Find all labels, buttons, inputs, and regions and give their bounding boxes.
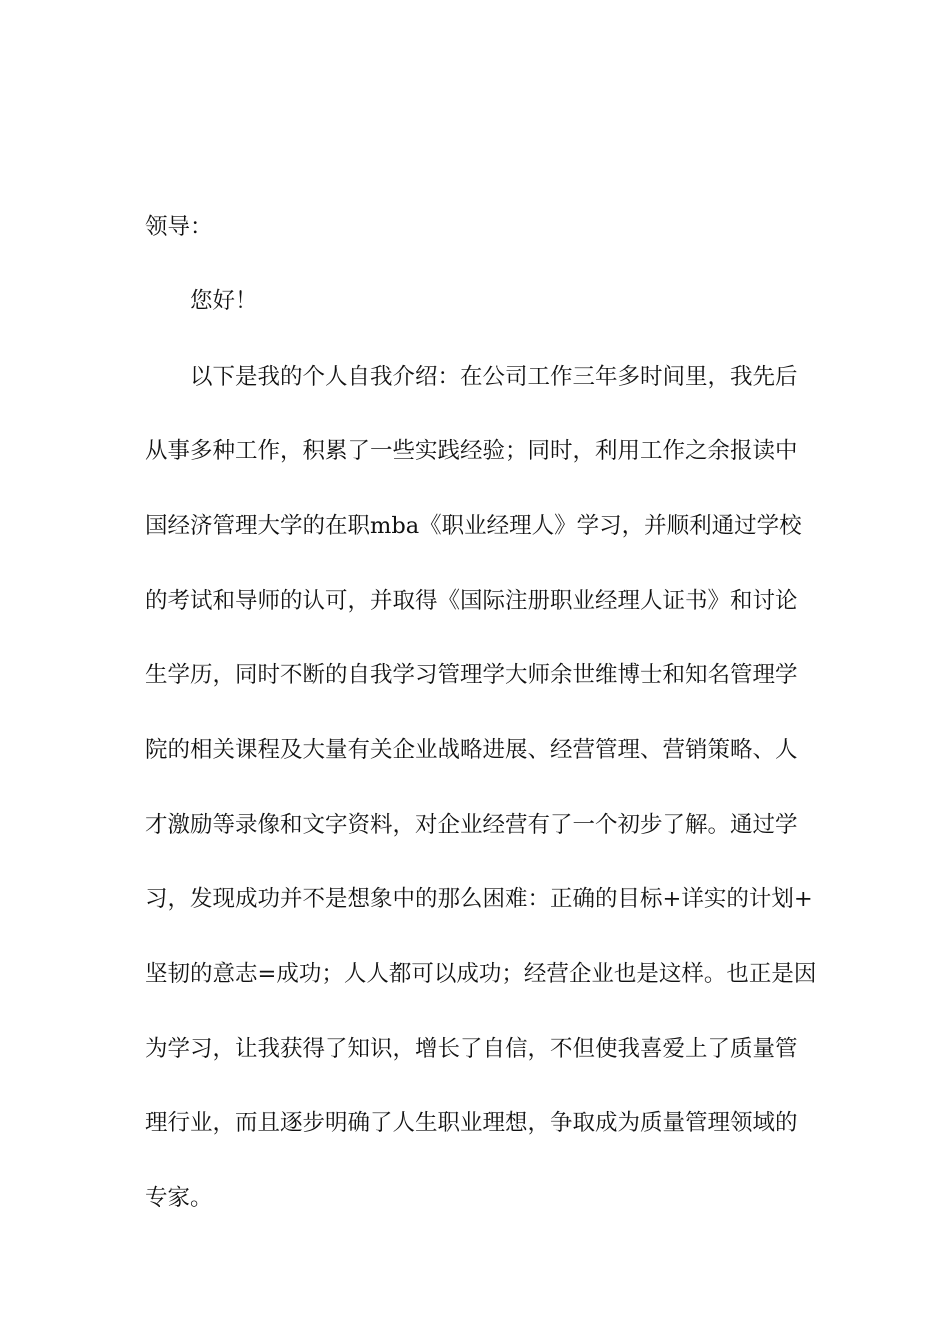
body-line: 国经济管理大学的在职mba《职业经理人》学习，并顺利通过学校 bbox=[145, 513, 802, 539]
body-line: 习，发现成功并不是想象中的那么困难：正确的目标+详实的计划+ bbox=[145, 886, 813, 912]
body-line: 生学历，同时不断的自我学习管理学大师余世维博士和知名管理学 bbox=[145, 662, 798, 688]
body-line: 坚韧的意志=成功；人人都可以成功；经营企业也是这样。也正是因 bbox=[145, 961, 817, 987]
body-line: 院的相关课程及大量有关企业战略进展、经营管理、营销策略、人 bbox=[145, 737, 798, 763]
body-line: 理行业，而且逐步明确了人生职业理想，争取成为质量管理领域的 bbox=[145, 1110, 798, 1136]
body-line: 为学习，让我获得了知识，增长了自信，不但使我喜爱上了质量管 bbox=[145, 1036, 798, 1062]
greeting: 您好！ bbox=[190, 288, 258, 314]
salutation: 领导： bbox=[145, 214, 213, 240]
body-line: 从事多种工作，积累了一些实践经验；同时，利用工作之余报读中 bbox=[145, 438, 798, 464]
body-line: 的考试和导师的认可，并取得《国际注册职业经理人证书》和讨论 bbox=[145, 588, 798, 614]
body-line: 专家。 bbox=[145, 1185, 213, 1211]
body-line: 才激励等录像和文字资料，对企业经营有了一个初步了解。通过学 bbox=[145, 812, 798, 838]
body-line: 以下是我的个人自我介绍：在公司工作三年多时间里，我先后 bbox=[190, 364, 798, 390]
